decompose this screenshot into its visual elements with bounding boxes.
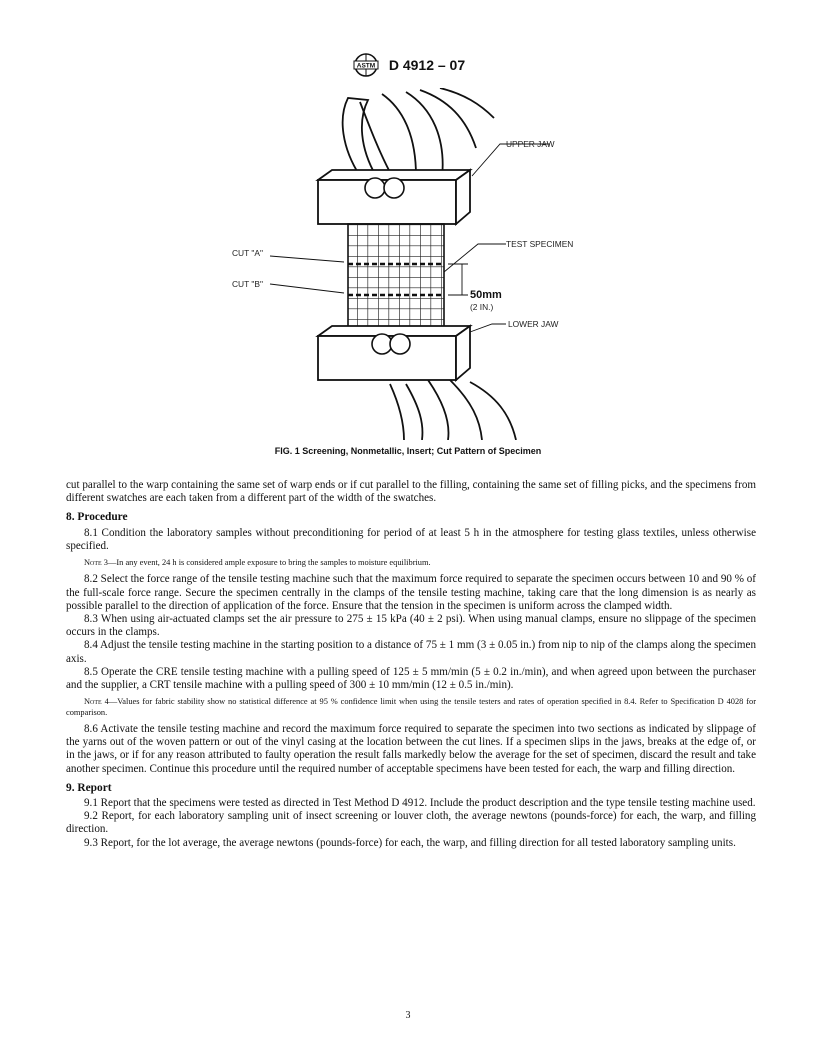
paragraph-9-3: 9.3 Report, for the lot average, the average newtons (pounds-force) for each, the warp, and filling direction for all tested laboratory sampling units. [84, 836, 736, 849]
label-upper-jaw: UPPER JAW [506, 139, 555, 149]
test-specimen-mesh [348, 224, 444, 336]
intro-paragraph: cut parallel to the warp containing the same set of warp ends or if cut parallel to the filling, containing the same set of filling picks, and the specimens from different swatches are each taken from a different part of the width of the swatches. [66, 479, 756, 505]
paragraph-8-6: 8.6 Activate the tensile testing machine and record the maximum force required to separate the specimen into two sections as indicated by slippage of the yarns out of the woven pattern or out of the vinyl casing at the location between the cut lines. If a specimen slips in the jaws, breaks at the edge of, or in the jaws, or if for any reason attributed to faulty operation the result falls markedly below the average for the set of specimen, discard the result and take another specimen. Continue this procedure until the required number of acceptable specimens have been tested for each, the warp and filling direction. [66, 723, 756, 775]
page-header [0, 52, 816, 78]
svg-text:ASTM: ASTM [356, 62, 376, 70]
note-3 [66, 558, 756, 568]
label-cut-a: CUT "A" [232, 248, 263, 258]
label-dimension-metric: 50mm [470, 289, 502, 301]
figure-1-diagram [210, 88, 610, 440]
body-text [66, 479, 756, 850]
note-3-label: Note 3 [84, 558, 108, 568]
label-dimension-imperial: (2 IN.) [470, 302, 494, 312]
label-cut-b: CUT "B" [232, 279, 263, 289]
astm-logo-icon [351, 52, 381, 78]
paragraph-8-5: 8.5 Operate the CRE tensile testing machine with a pulling speed of 125 ± 5 mm/min (5 ± 0.2 in./min), and when agreed upon between the purchaser and the supplier, a CRT tensile machine with a pulling speed of 300 ± 10 mm/min (12 ± 0.5 in./min). [66, 665, 756, 692]
label-test-specimen: TEST SPECIMEN [506, 239, 574, 249]
upper-clamp-arm [343, 88, 494, 178]
note-3-text: —In any event, 24 h is considered ample exposure to bring the samples to moisture equilibrium. [108, 558, 431, 568]
lower-jaw [318, 326, 470, 380]
note-4-label: Note 4 [84, 697, 109, 707]
paragraph-9-1: 9.1 Report that the specimens were tested as directed in Test Method D 4912. Include the product description and the type tensile testing machine used. [84, 797, 756, 810]
section-8-heading: 8. Procedure [66, 511, 128, 524]
paragraph-9-2: 9.2 Report, for each laboratory sampling unit of insect screening or louver cloth, the average newtons (pounds-force) for each, the warp, and filling direction. [66, 810, 756, 836]
lower-clamp-arm [390, 380, 516, 440]
paragraph-8-4: 8.4 Adjust the tensile testing machine in the starting position to a distance of 75 ± 1 mm (3 ± 0.05 in.) from nip to nip of the clamps along the specimen axis. [66, 639, 756, 665]
note-4 [66, 697, 756, 718]
note-4-text: —Values for fabric stability show no statistical difference at 95 % confidence limit when using the tensile testers and rates of operation specified in 8.4. Refer to Specification D 4028 for comparison. [66, 697, 756, 717]
label-lower-jaw: LOWER JAW [508, 319, 559, 329]
figure-caption: FIG. 1 Screening, Nonmetallic, Insert; Cut Pattern of Specimen [274, 446, 542, 456]
paragraph-8-3: 8.3 When using air-actuated clamps set the air pressure to 275 ± 15 kPa (40 ± 2 psi). When using manual clamps, ensure no slippage of the specimen occurs in the clamps. [66, 613, 756, 639]
page-number: 3 [405, 1010, 411, 1021]
upper-jaw [318, 170, 470, 224]
paragraph-8-1: 8.1 Condition the laboratory samples without preconditioning for period of at least 5 h in the atmosphere for testing glass textiles, unless otherwise specified. [66, 526, 756, 552]
paragraph-8-2: 8.2 Select the force range of the tensile testing machine such that the maximum force required to separate the specimen occurs between 10 and 90 % of the full-scale force range. Secure the specimen centrally in the clamps of the tensile testing machine, taking care that the long dimension is as nearly as possible parallel to the direction of application of the force. Ensure that the tension in the specimen is uniform across the clamped width. [66, 573, 756, 612]
document-designation: D 4912 – 07 [388, 57, 466, 73]
section-9-heading: 9. Report [66, 781, 112, 794]
